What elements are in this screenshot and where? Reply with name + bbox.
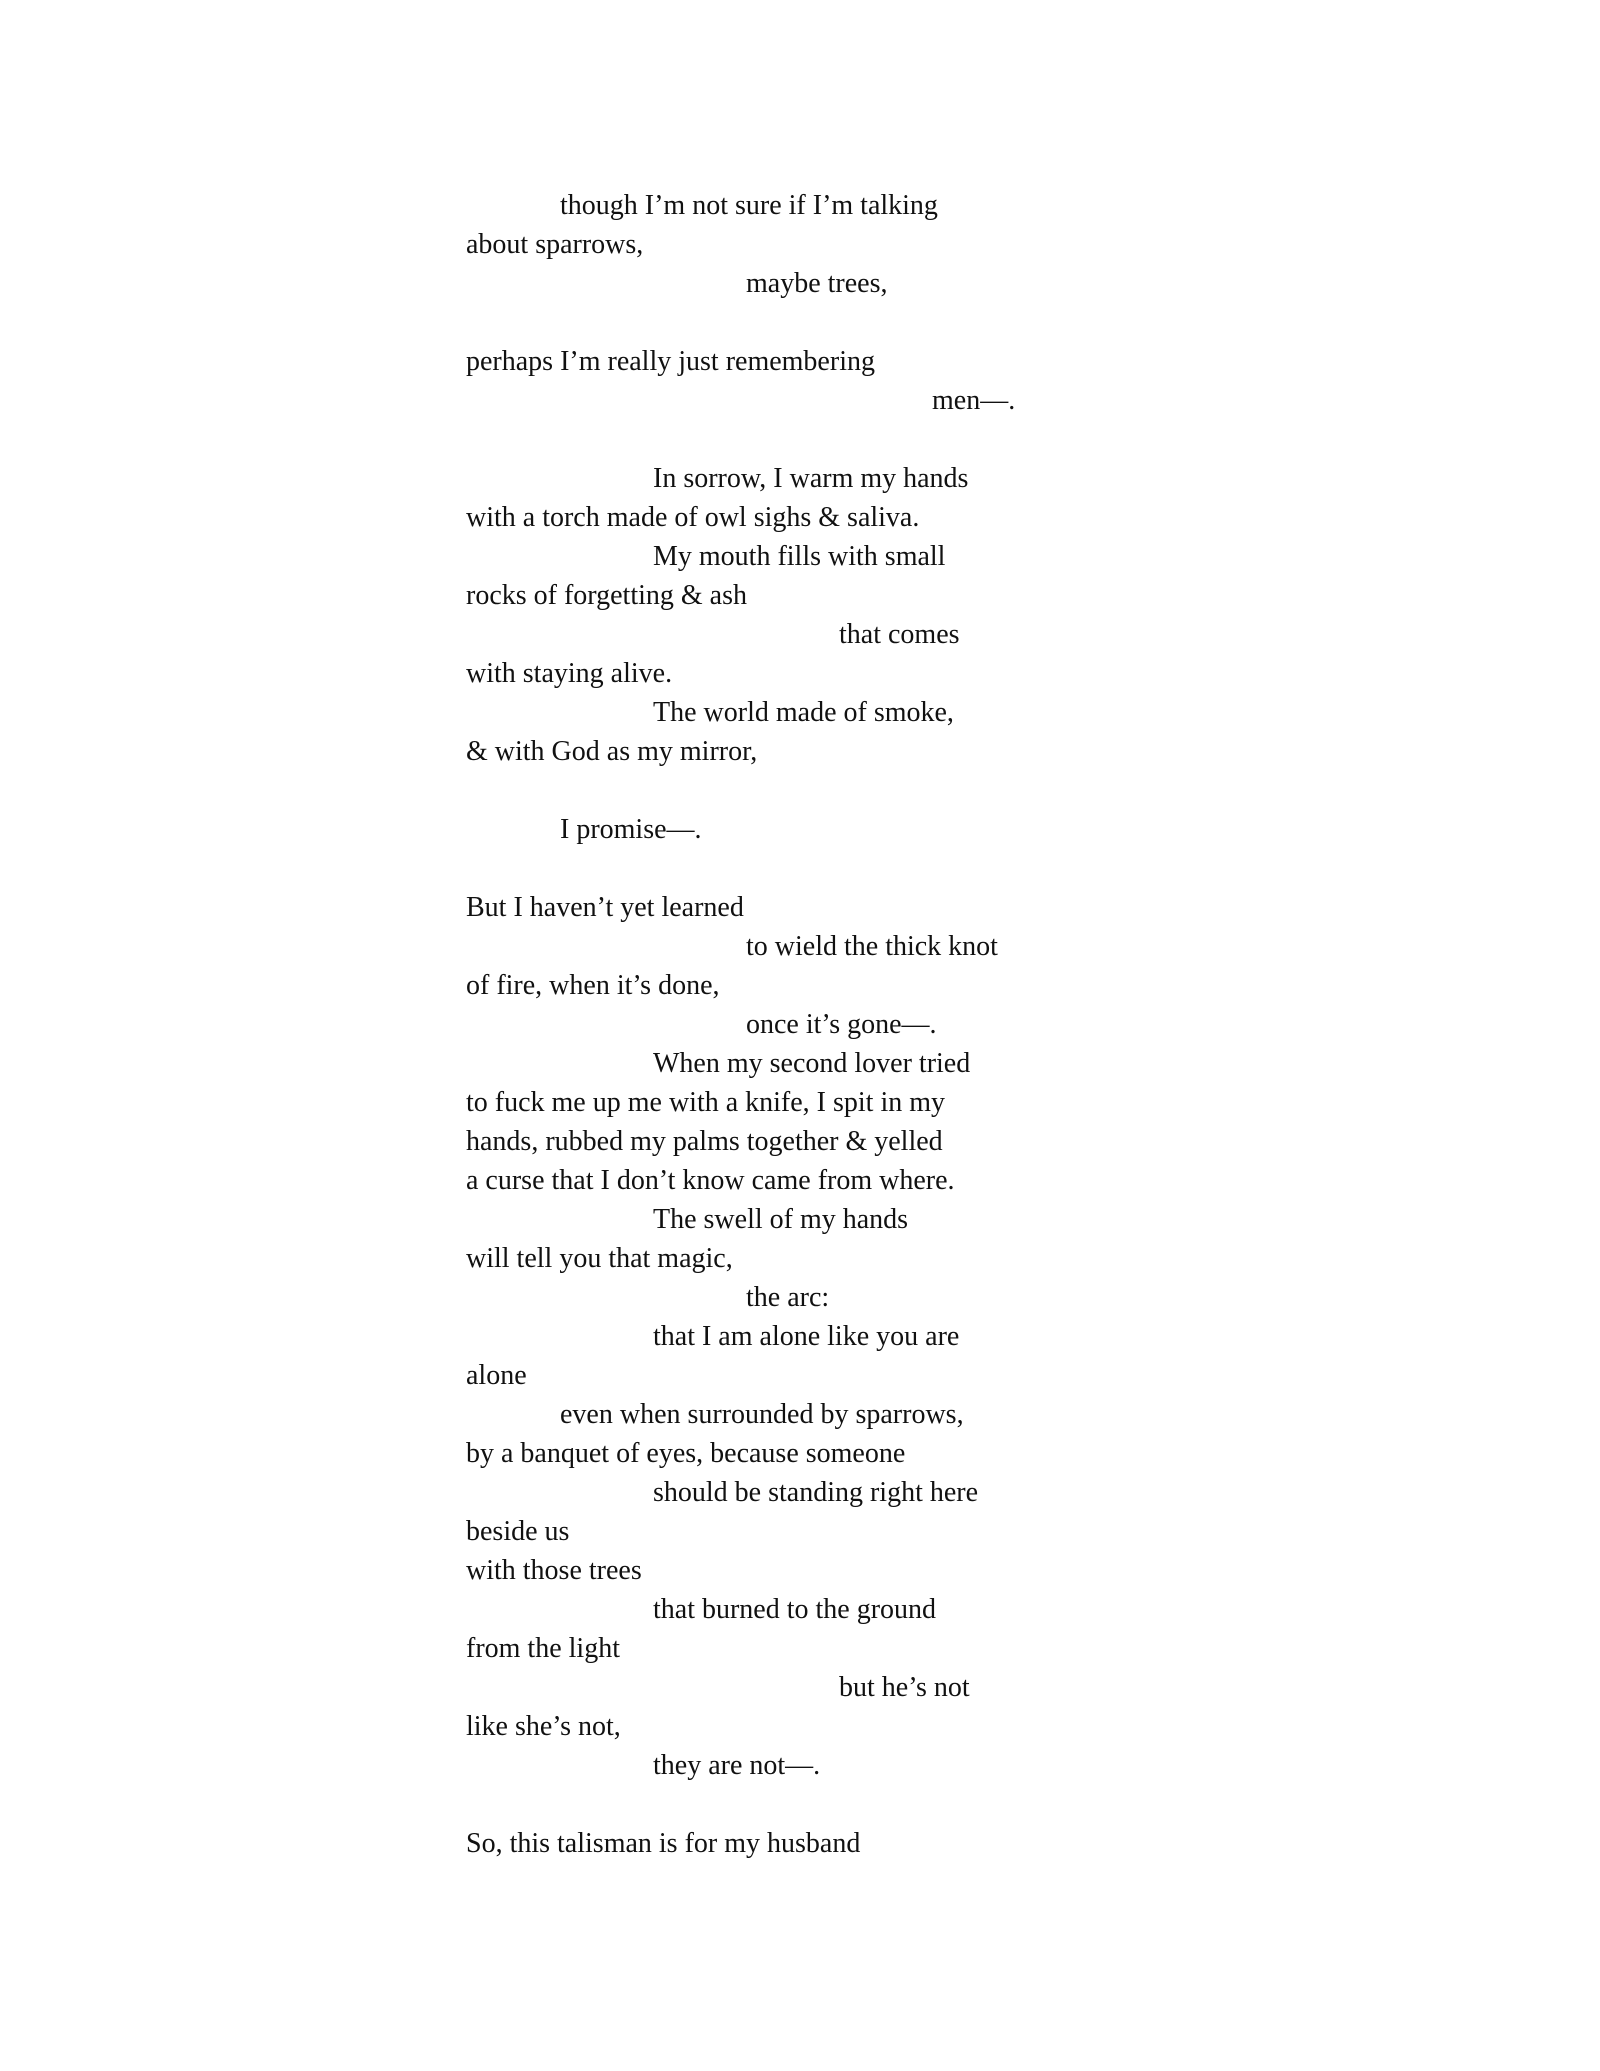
poem-line: by a banquet of eyes, because someone xyxy=(466,1438,906,1469)
poem-line: When my second lover tried xyxy=(653,1048,971,1079)
poem-line: of fire, when it’s done, xyxy=(466,970,720,1001)
poem-line: men—. xyxy=(932,385,1016,416)
poem-line: like she’s not, xyxy=(466,1711,621,1742)
poem-line: should be standing right here xyxy=(653,1477,979,1508)
poem-line: In sorrow, I warm my hands xyxy=(653,463,969,494)
poem-line: that I am alone like you are xyxy=(653,1321,960,1352)
poem-line: from the light xyxy=(466,1633,620,1664)
poem-line: they are not—. xyxy=(653,1750,821,1781)
poem-line: My mouth fills with small xyxy=(653,541,946,572)
poem-line: once it’s gone—. xyxy=(746,1009,937,1040)
poem-line: with staying alive. xyxy=(466,658,673,689)
poem-line: I promise—. xyxy=(560,814,702,845)
poem-line: beside us xyxy=(466,1516,570,1547)
poem-line: even when surrounded by sparrows, xyxy=(560,1399,964,1430)
poem-line: to wield the thick knot xyxy=(746,931,998,962)
poem-line: rocks of forgetting & ash xyxy=(466,580,747,611)
poem-line: perhaps I’m really just remembering xyxy=(466,346,875,377)
poem-line: So, this talisman is for my husband xyxy=(466,1828,861,1859)
poem-line: The swell of my hands xyxy=(653,1204,909,1235)
poem-line: hands, rubbed my palms together & yelled xyxy=(466,1126,943,1157)
poem-line: with those trees xyxy=(466,1555,642,1586)
poem-line: about sparrows, xyxy=(466,229,644,260)
poem-line: But I haven’t yet learned xyxy=(466,892,744,923)
poem-line: maybe trees, xyxy=(746,268,888,299)
poem-line: to fuck me up me with a knife, I spit in my xyxy=(466,1087,946,1118)
poem-line: that comes xyxy=(839,619,960,650)
poem-line: The world made of smoke, xyxy=(653,697,954,728)
poem-line: a curse that I don’t know came from where. xyxy=(466,1165,955,1196)
poem-line: alone xyxy=(466,1360,527,1391)
poem-line: the arc: xyxy=(746,1282,830,1313)
poem-line: but he’s not xyxy=(839,1672,970,1703)
poem-line: that burned to the ground xyxy=(653,1594,937,1625)
poem-line: though I’m not sure if I’m talking xyxy=(560,190,938,221)
poem-line: will tell you that magic, xyxy=(466,1243,733,1274)
poem-line: with a torch made of owl sighs & saliva. xyxy=(466,502,920,533)
poem-line: & with God as my mirror, xyxy=(466,736,758,767)
